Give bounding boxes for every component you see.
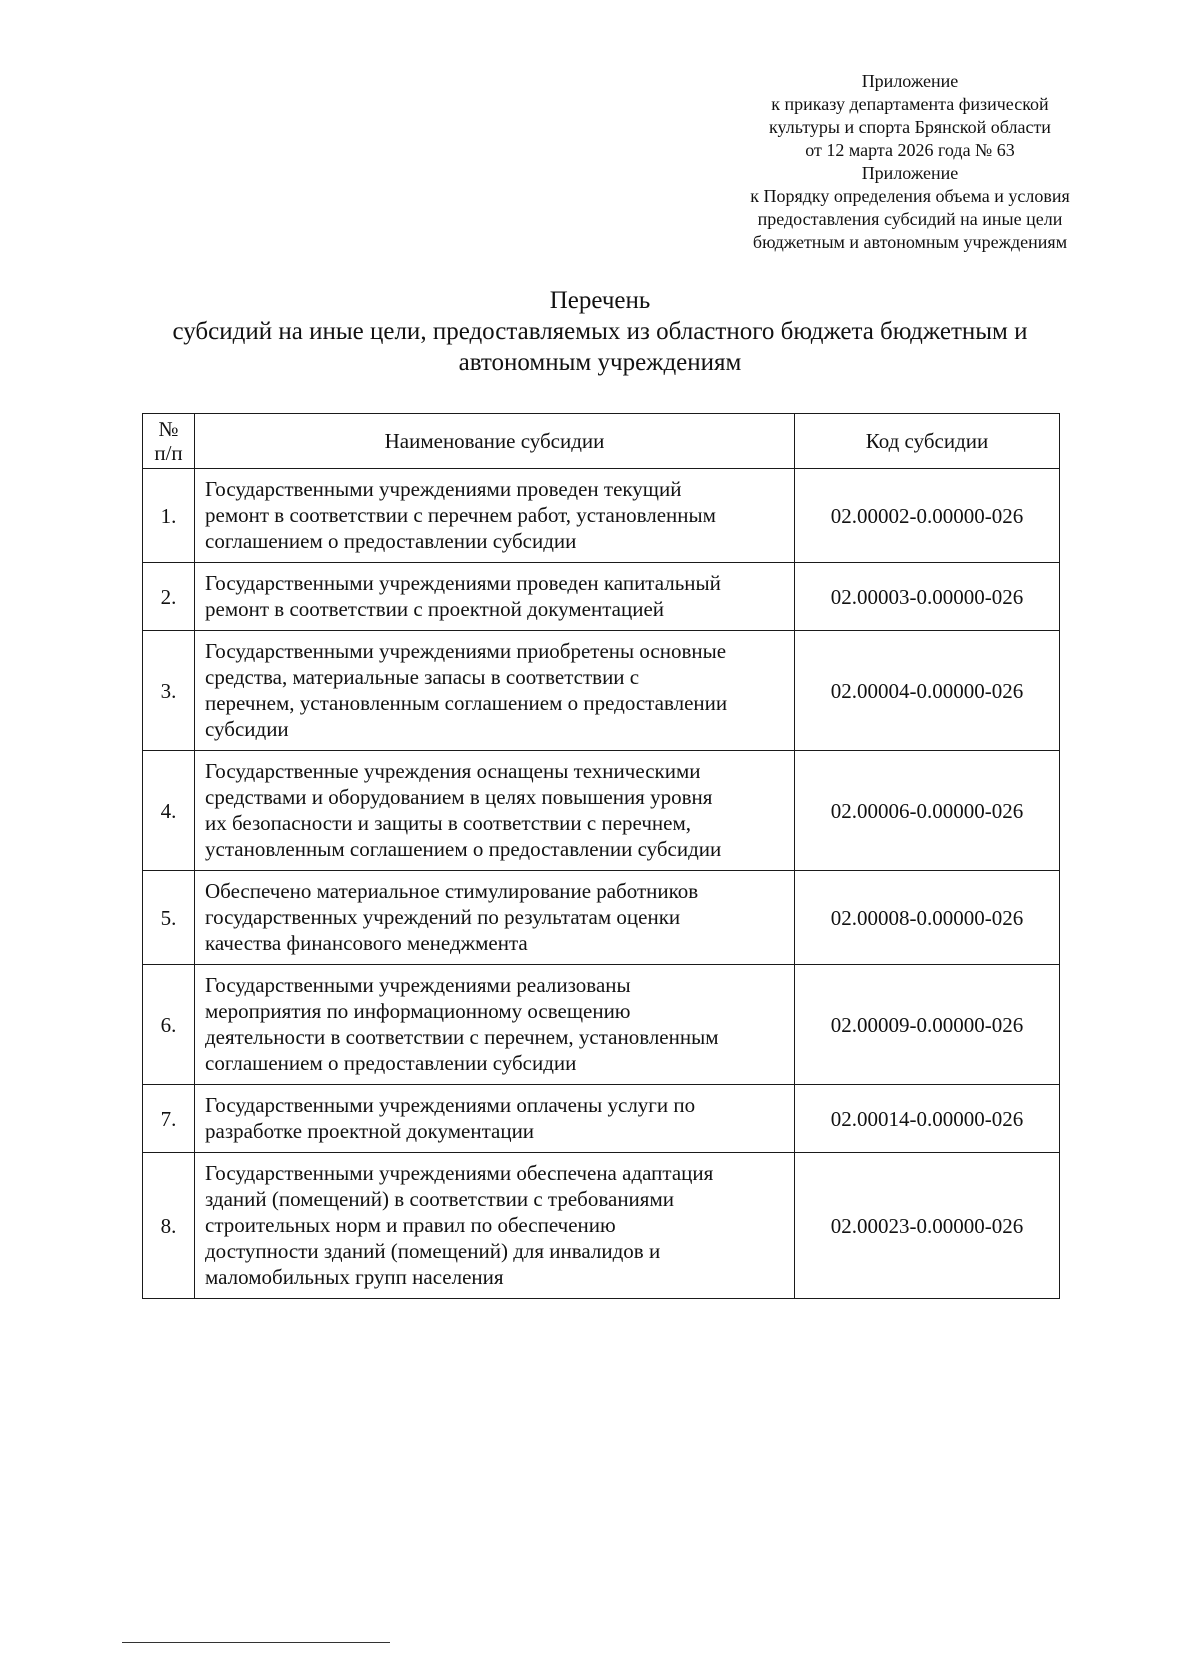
title-line: автономным учреждениям	[458, 349, 742, 376]
subsidy-name-line: доступности зданий (помещений) для инвалидов и	[205, 1239, 661, 1263]
subsidy-name-line: государственных учреждений по результатам оценки	[205, 905, 681, 929]
table-header-row	[143, 414, 1060, 469]
subsidy-name-line: Государственными учреждениями приобретены основные	[205, 639, 727, 663]
subsidy-name-line: их безопасности и защиты в соответствии с перечнем,	[205, 811, 691, 835]
subsidy-name-line: средствами и оборудованием в целях повышения уровня	[205, 785, 713, 809]
subsidy-name-line: деятельности в соответствии с перечнем, установленным	[205, 1025, 719, 1049]
subsidy-code: 02.00002-0.00000-026	[795, 469, 1060, 563]
row-number: 2.	[143, 563, 195, 631]
subsidy-code: 02.00003-0.00000-026	[795, 563, 1060, 631]
row-number: 8.	[143, 1153, 195, 1299]
subsidy-code: 02.00009-0.00000-026	[795, 965, 1060, 1085]
subsidy-name	[195, 469, 795, 563]
header-number-symbol: №	[158, 417, 179, 441]
appendix-header-line: к приказу департамента физической	[771, 94, 1049, 114]
subsidy-name-line: Государственными учреждениями проведен текущий	[205, 477, 682, 501]
appendix-header	[700, 70, 1120, 254]
subsidy-name-line: субсидии	[205, 717, 289, 741]
table-row	[143, 965, 1060, 1085]
subsidy-name-line: мероприятия по информационному освещению	[205, 999, 631, 1023]
appendix-header-line: к Порядку определения объема и условия	[750, 186, 1070, 206]
title-line: субсидий на иные цели, предоставляемых из областного бюджета бюджетным и	[172, 318, 1028, 345]
subsidy-name-line: установленным соглашением о предоставлении субсидии	[205, 837, 722, 861]
table-row	[143, 1085, 1060, 1153]
subsidy-name-line: соглашением о предоставлении субсидии	[205, 1051, 577, 1075]
subsidy-name-line: Государственными учреждениями оплачены услуги по	[205, 1093, 696, 1117]
subsidy-code: 02.00014-0.00000-026	[795, 1085, 1060, 1153]
subsidy-name-line: Государственными учреждениями обеспечена адаптация	[205, 1161, 714, 1185]
subsidy-code: 02.00004-0.00000-026	[795, 631, 1060, 751]
subsidy-name-line: Государственные учреждения оснащены техническими	[205, 759, 701, 783]
subsidy-name-line: перечнем, установленным соглашением о предоставлении	[205, 691, 728, 715]
subsidy-name	[195, 1085, 795, 1153]
appendix-header-line: культуры и спорта Брянской области	[769, 117, 1051, 137]
subsidy-name	[195, 1153, 795, 1299]
appendix-header-line: бюджетным и автономным учреждениям	[752, 232, 1068, 252]
table-row	[143, 751, 1060, 871]
subsidy-name-line: ремонт в соответствии с проектной документацией	[205, 597, 665, 621]
row-number: 5.	[143, 871, 195, 965]
subsidy-name-line: зданий (помещений) в соответствии с требованиями	[205, 1187, 674, 1211]
table-row	[143, 871, 1060, 965]
row-number: 4.	[143, 751, 195, 871]
title-heading: Перечень	[549, 287, 651, 314]
row-number: 1.	[143, 469, 195, 563]
table-row	[143, 469, 1060, 563]
header-number-label: п/п	[154, 441, 183, 465]
subsidy-name-line: качества финансового менеджмента	[205, 931, 528, 955]
row-number: 7.	[143, 1085, 195, 1153]
subsidy-name-line: Обеспечено материальное стимулирование работников	[205, 879, 699, 903]
subsidy-code: 02.00023-0.00000-026	[795, 1153, 1060, 1299]
subsidy-name-line: Государственными учреждениями проведен капитальный	[205, 571, 721, 595]
subsidies-table	[142, 413, 1060, 1299]
appendix-header-line: предоставления субсидий на иные цели	[757, 209, 1063, 229]
subsidy-name	[195, 563, 795, 631]
row-number: 3.	[143, 631, 195, 751]
subsidy-name	[195, 965, 795, 1085]
subsidy-name-line: строительных норм и правил по обеспечению	[205, 1213, 616, 1237]
subsidy-name	[195, 631, 795, 751]
footer-rule	[122, 1642, 390, 1643]
row-number: 6.	[143, 965, 195, 1085]
subsidy-name-line: соглашением о предоставлении субсидии	[205, 529, 577, 553]
table-row	[143, 1153, 1060, 1299]
subsidy-name-line: маломобильных групп населения	[205, 1265, 504, 1289]
appendix-header-line: Приложение	[861, 163, 959, 183]
header-number	[143, 414, 195, 469]
appendix-header-line: от 12 марта 2026 года № 63	[805, 140, 1015, 160]
subsidy-code: 02.00006-0.00000-026	[795, 751, 1060, 871]
subsidy-name-line: разработке проектной документации	[205, 1119, 535, 1143]
document-title	[120, 285, 1080, 378]
subsidy-name-line: ремонт в соответствии с перечнем работ, установленным	[205, 503, 716, 527]
table-row	[143, 563, 1060, 631]
subsidy-code: 02.00008-0.00000-026	[795, 871, 1060, 965]
subsidy-name-line: Государственными учреждениями реализованы	[205, 973, 631, 997]
subsidy-name	[195, 871, 795, 965]
table-row	[143, 631, 1060, 751]
subsidy-name	[195, 751, 795, 871]
header-subsidy-name: Наименование субсидии	[195, 414, 795, 469]
header-subsidy-code: Код субсидии	[795, 414, 1060, 469]
appendix-header-line: Приложение	[861, 71, 959, 91]
subsidy-name-line: средства, материальные запасы в соответствии с	[205, 665, 640, 689]
table-body	[143, 469, 1060, 1299]
